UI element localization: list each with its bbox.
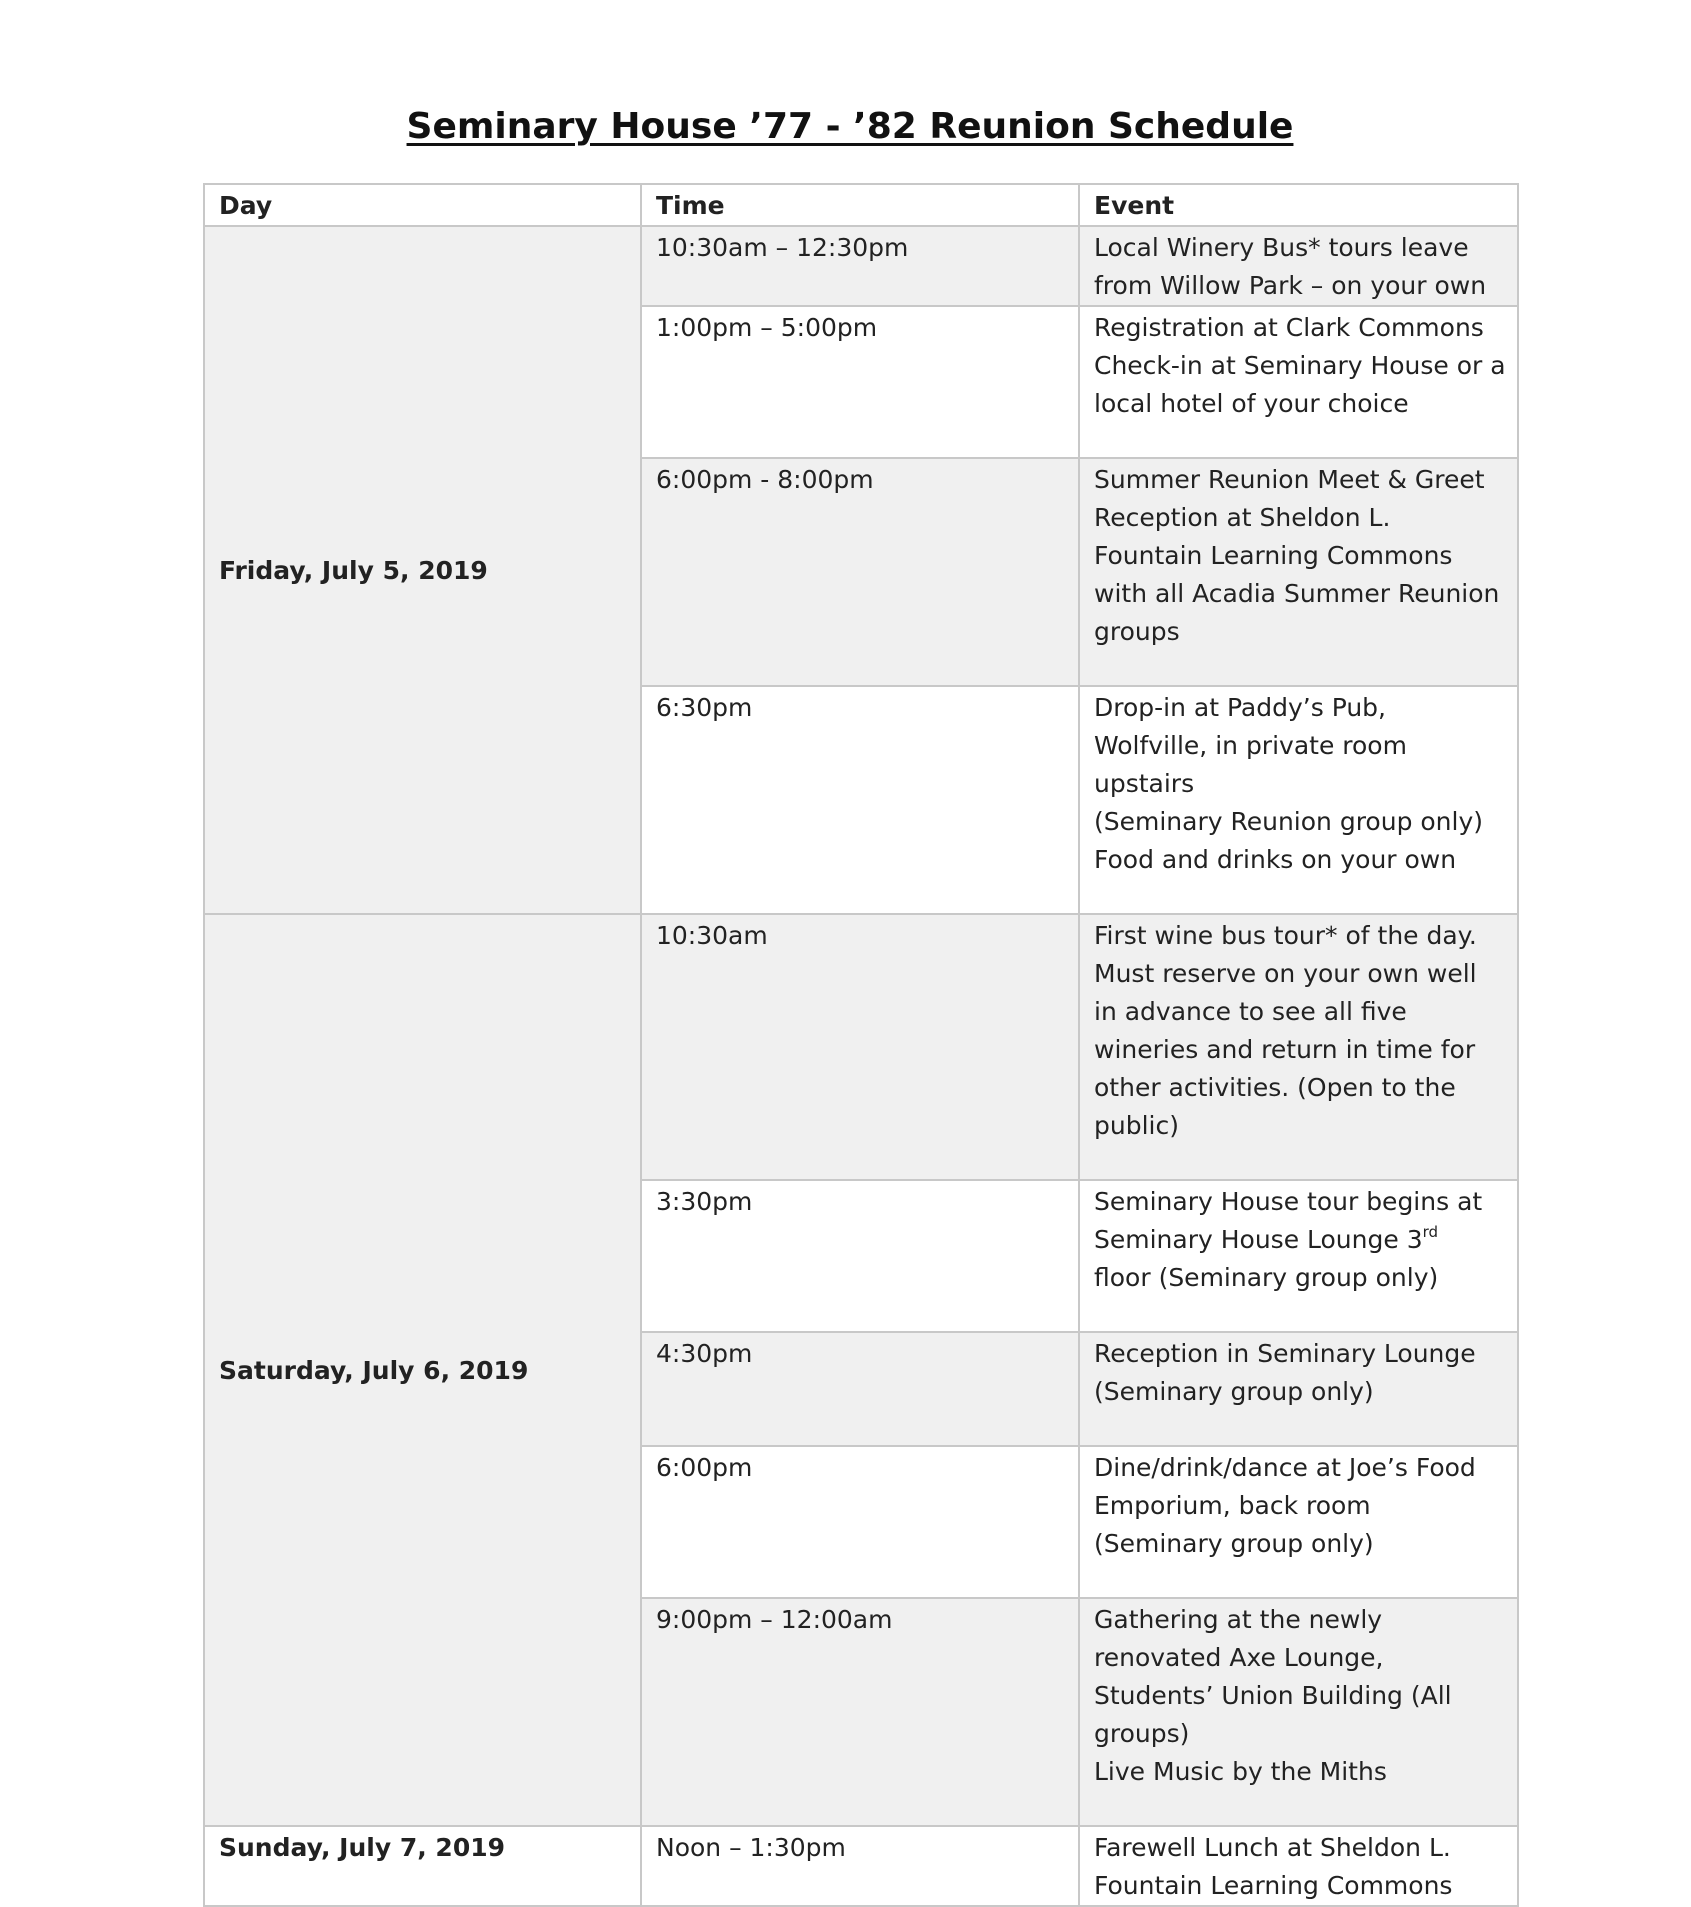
event-line: wineries and return in time for bbox=[1094, 1035, 1476, 1064]
table-row bbox=[204, 914, 1518, 1180]
event-line: groups) bbox=[1094, 1719, 1190, 1748]
event-line: Reception in Seminary Lounge bbox=[1094, 1339, 1476, 1368]
event-line: Summer Reunion Meet & Greet bbox=[1094, 465, 1485, 494]
event-line: Must reserve on your own well bbox=[1094, 959, 1477, 988]
event-line: Students’ Union Building (All bbox=[1094, 1681, 1452, 1710]
event-line: local hotel of your choice bbox=[1094, 389, 1409, 418]
time-cell: 4:30pm bbox=[641, 1332, 1079, 1446]
table-row bbox=[204, 1826, 1518, 1906]
time-cell: 10:30am bbox=[641, 914, 1079, 1180]
event-line: (Seminary group only) bbox=[1094, 1529, 1374, 1558]
event-line: floor (Seminary group only) bbox=[1094, 1263, 1439, 1292]
event-line: Farewell Lunch at Sheldon L. bbox=[1094, 1833, 1451, 1862]
day-cell-saturday: Saturday, July 6, 2019 bbox=[204, 914, 641, 1826]
event-line bbox=[1094, 1221, 1503, 1259]
time-cell: 10:30am – 12:30pm bbox=[641, 226, 1079, 306]
event-line: Drop-in at Paddy’s Pub, bbox=[1094, 693, 1386, 722]
time-cell: 1:00pm – 5:00pm bbox=[641, 306, 1079, 458]
column-header-day: Day bbox=[204, 184, 641, 226]
event-line: Dine/drink/dance at Joe’s Food bbox=[1094, 1453, 1476, 1482]
event-cell bbox=[1079, 306, 1518, 458]
event-line: groups bbox=[1094, 617, 1180, 646]
time-cell: Noon – 1:30pm bbox=[641, 1826, 1079, 1906]
column-header-event: Event bbox=[1079, 184, 1518, 226]
event-line: Live Music by the Miths bbox=[1094, 1757, 1387, 1786]
event-cell bbox=[1079, 1598, 1518, 1826]
event-line: renovated Axe Lounge, bbox=[1094, 1643, 1384, 1672]
time-cell: 6:00pm bbox=[641, 1446, 1079, 1598]
schedule-table bbox=[203, 183, 1519, 1907]
event-line: Seminary House tour begins at bbox=[1094, 1187, 1483, 1216]
table-header-row bbox=[204, 184, 1518, 226]
event-line: Fountain Learning Commons bbox=[1094, 1871, 1453, 1900]
event-line: with all Acadia Summer Reunion bbox=[1094, 579, 1500, 608]
page-title: Seminary House ’77 - ’82 Reunion Schedule bbox=[406, 106, 1294, 147]
event-cell bbox=[1079, 1180, 1518, 1332]
day-cell-friday: Friday, July 5, 2019 bbox=[204, 226, 641, 914]
event-line: First wine bus tour* of the day. bbox=[1094, 921, 1477, 950]
event-line: Emporium, back room bbox=[1094, 1491, 1371, 1520]
event-line: Registration at Clark Commons bbox=[1094, 313, 1484, 342]
event-line: other activities. (Open to the bbox=[1094, 1073, 1456, 1102]
time-cell: 3:30pm bbox=[641, 1180, 1079, 1332]
time-cell: 9:00pm – 12:00am bbox=[641, 1598, 1079, 1826]
event-line: Food and drinks on your own bbox=[1094, 845, 1457, 874]
event-line-text: Seminary House Lounge 3 bbox=[1094, 1225, 1423, 1254]
event-cell bbox=[1079, 1826, 1518, 1906]
time-cell: 6:00pm - 8:00pm bbox=[641, 458, 1079, 686]
event-cell bbox=[1079, 1332, 1518, 1446]
event-line: upstairs bbox=[1094, 769, 1195, 798]
event-line: public) bbox=[1094, 1111, 1179, 1140]
time-cell: 6:30pm bbox=[641, 686, 1079, 914]
column-header-time: Time bbox=[641, 184, 1079, 226]
event-line: Reception at Sheldon L. bbox=[1094, 503, 1391, 532]
day-cell-sunday: Sunday, July 7, 2019 bbox=[204, 1826, 641, 1906]
event-line: Fountain Learning Commons bbox=[1094, 541, 1453, 570]
event-line: in advance to see all five bbox=[1094, 997, 1407, 1026]
event-line: (Seminary Reunion group only) bbox=[1094, 807, 1484, 836]
event-cell bbox=[1079, 686, 1518, 914]
ordinal-suffix: rd bbox=[1422, 1223, 1439, 1241]
table-row bbox=[204, 226, 1518, 306]
event-cell bbox=[1079, 458, 1518, 686]
event-line: Check-in at Seminary House or a bbox=[1094, 351, 1506, 380]
event-line: from Willow Park – on your own bbox=[1094, 271, 1487, 300]
event-cell bbox=[1079, 914, 1518, 1180]
event-cell bbox=[1079, 226, 1518, 306]
event-line: Local Winery Bus* tours leave bbox=[1094, 233, 1469, 262]
event-line: Wolfville, in private room bbox=[1094, 731, 1407, 760]
event-line: (Seminary group only) bbox=[1094, 1377, 1374, 1406]
event-line: Gathering at the newly bbox=[1094, 1605, 1383, 1634]
event-cell bbox=[1079, 1446, 1518, 1598]
